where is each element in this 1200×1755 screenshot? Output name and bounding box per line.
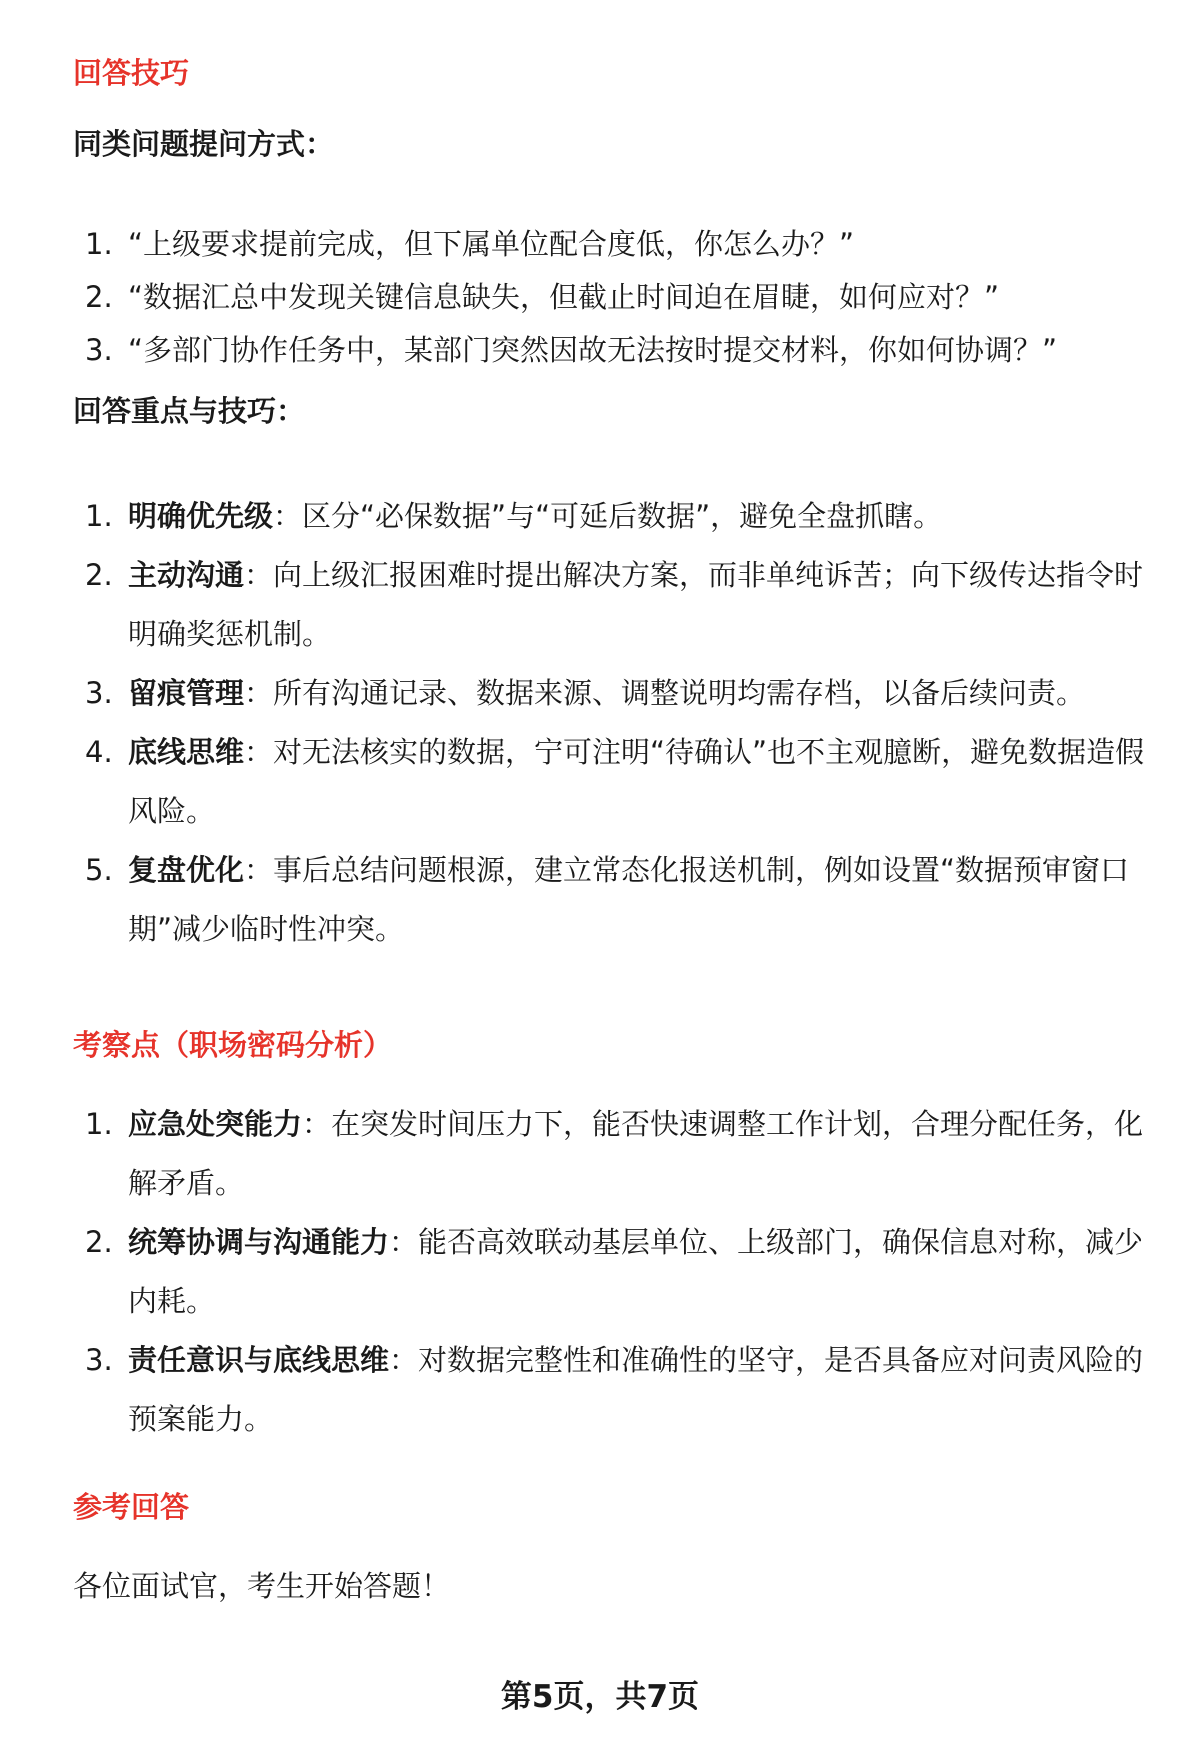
list-item	[73, 1213, 1153, 1331]
list-item	[73, 723, 1153, 841]
list-item	[73, 664, 1153, 723]
list-number: 1.	[85, 499, 113, 533]
list-keyword: 应急处突能力	[128, 1107, 303, 1141]
list-text: ：向上级汇报困难时提出解决方案，而非单纯诉苦；向下级传达指令时明确奖惩机制。	[128, 558, 1144, 651]
list-keyword: 底线思维	[128, 735, 245, 769]
list-number: 2.	[85, 558, 113, 592]
list-keyword: 统筹协调与沟通能力	[128, 1225, 390, 1259]
list-item	[73, 841, 1153, 959]
list-keyword: 复盘优化	[128, 853, 245, 887]
assessment-list	[73, 1095, 1153, 1449]
page-number: 第5页，共7页	[500, 1679, 700, 1715]
key-points-list	[73, 487, 1153, 959]
list-item	[73, 271, 1153, 324]
list-number: 4.	[85, 735, 113, 769]
list-keyword: 责任意识与底线思维	[128, 1343, 390, 1377]
list-text: ：区分“必保数据”与“可延后数据”，避免全盘抓瞎。	[273, 499, 943, 533]
list-number: 3.	[85, 1343, 113, 1377]
list-number: 1.	[85, 1107, 113, 1141]
list-text: ：在突发时间压力下，能否快速调整工作计划，合理分配任务，化解矛盾。	[128, 1107, 1144, 1200]
list-keyword: 留痕管理	[128, 676, 245, 710]
list-text: ：对数据完整性和准确性的坚守，是否具备应对问责风险的预案能力。	[128, 1343, 1144, 1436]
list-item	[73, 1331, 1153, 1449]
answer-tips-heading: 回答技巧	[73, 56, 190, 90]
list-text: “数据汇总中发现关键信息缺失，但截止时间迫在眉睫，如何应对？”	[128, 280, 1000, 314]
reference-text: 各位面试官，考生开始答题！	[73, 1569, 451, 1603]
list-text: ：能否高效联动基层单位、上级部门，确保信息对称，减少内耗。	[128, 1225, 1144, 1318]
list-number: 1.	[85, 227, 113, 261]
list-item	[73, 324, 1153, 377]
list-text: ：事后总结问题根源，建立常态化报送机制，例如设置“数据预审窗口期”减少临时性冲突。	[128, 853, 1130, 946]
list-text: ：所有沟通记录、数据来源、调整说明均需存档，以备后续问责。	[244, 676, 1086, 710]
assessment-heading: 考察点（职场密码分析）	[73, 1028, 393, 1062]
similar-questions-list	[73, 218, 1153, 377]
reference-heading: 参考回答	[73, 1490, 190, 1524]
list-item	[73, 487, 1153, 546]
list-keyword: 主动沟通	[128, 558, 245, 592]
list-number: 2.	[85, 280, 113, 314]
list-keyword: 明确优先级	[128, 499, 274, 533]
key-points-heading: 回答重点与技巧：	[73, 394, 306, 428]
list-item	[73, 546, 1153, 664]
list-number: 2.	[85, 1225, 113, 1259]
list-item	[73, 218, 1153, 271]
list-item	[73, 1095, 1153, 1213]
list-text: ：对无法核实的数据，宁可注明“待确认”也不主观臆断，避免数据造假风险。	[128, 735, 1145, 828]
list-text: “多部门协作任务中，某部门突然因故无法按时提交材料，你如何协调？”	[128, 333, 1058, 367]
list-number: 5.	[85, 853, 113, 887]
similar-questions-heading: 同类问题提问方式：	[73, 127, 335, 161]
list-number: 3.	[85, 676, 113, 710]
list-text: “上级要求提前完成，但下属单位配合度低，你怎么办？”	[128, 227, 855, 261]
list-number: 3.	[85, 333, 113, 367]
